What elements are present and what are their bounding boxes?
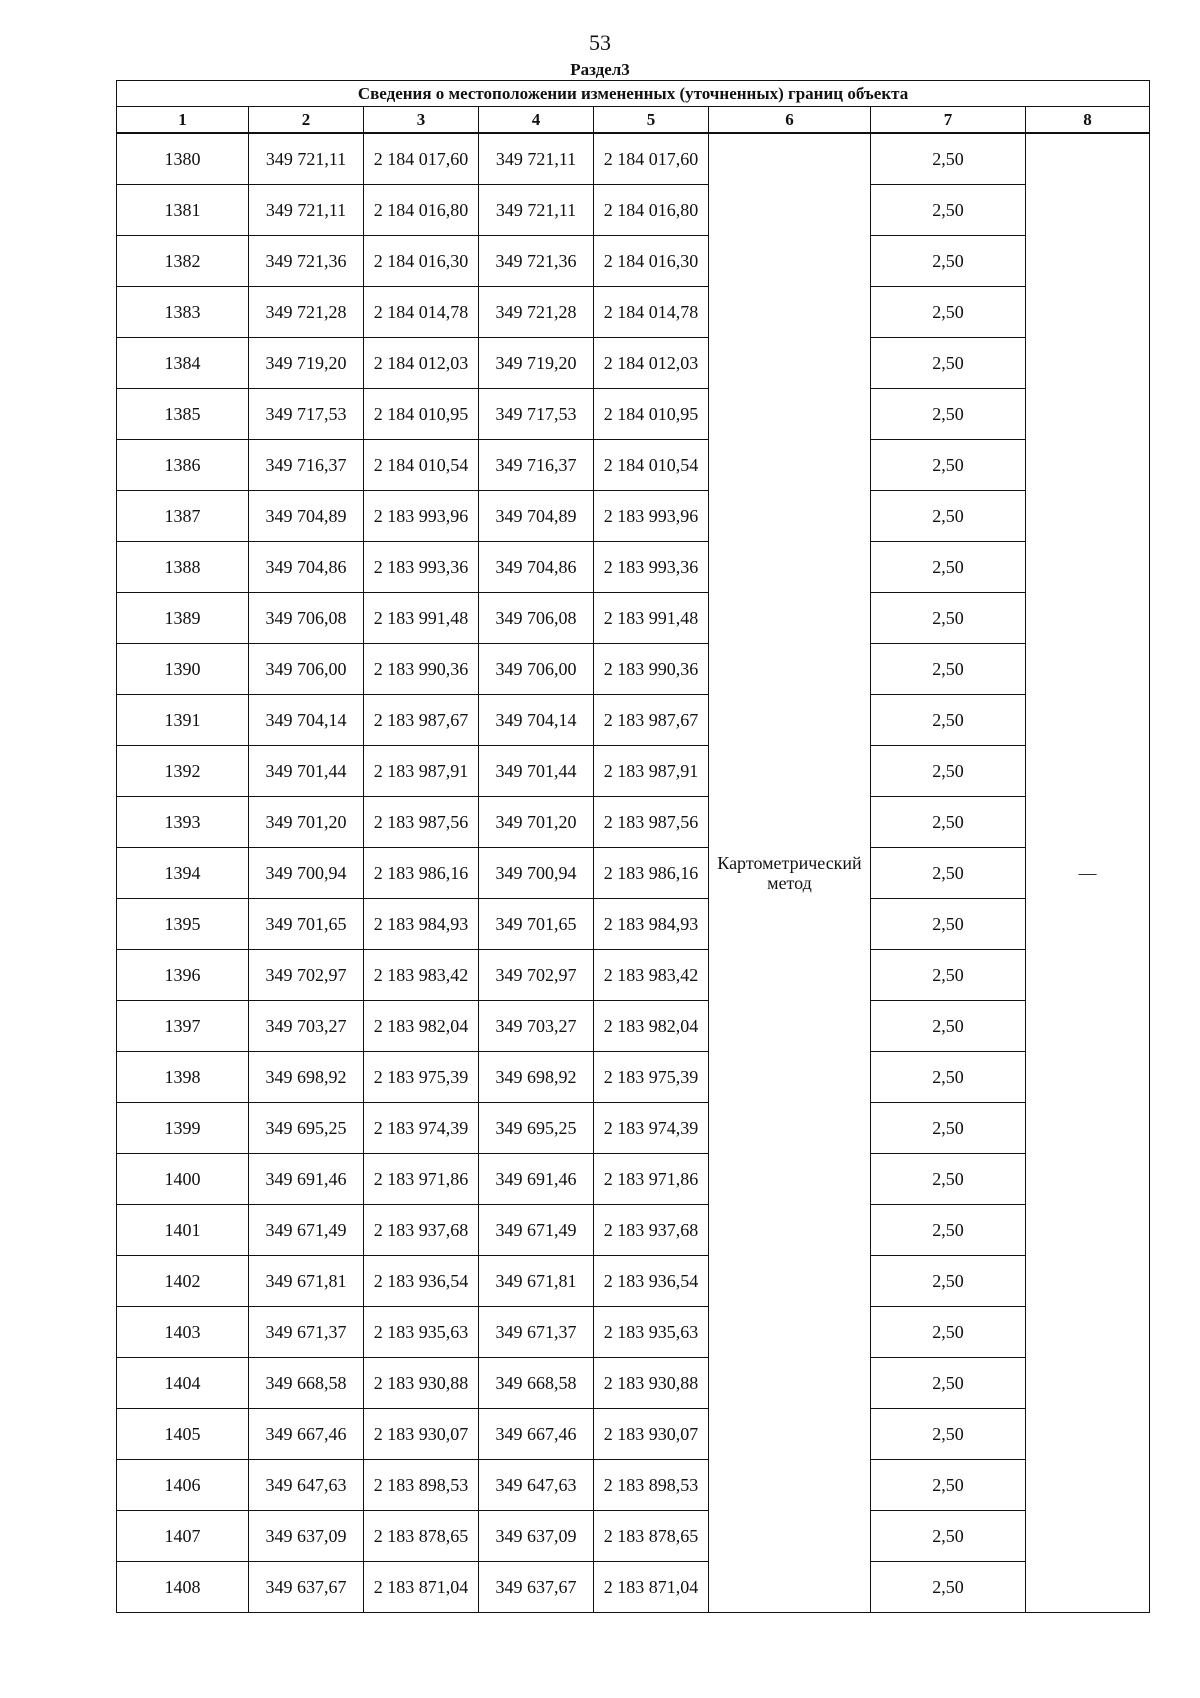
accuracy-cell: 2,50 (871, 1358, 1026, 1409)
x-coordinate-cell: 349 701,44 (479, 746, 594, 797)
y-coordinate-cell: 2 184 010,95 (594, 389, 709, 440)
table-row (117, 1103, 1150, 1154)
x-coordinate-cell: 349 701,44 (249, 746, 364, 797)
accuracy-cell: 2,50 (871, 338, 1026, 389)
x-coordinate-cell: 349 702,97 (249, 950, 364, 1001)
y-coordinate-cell: 2 184 014,78 (594, 287, 709, 338)
x-coordinate-cell: 349 721,36 (479, 236, 594, 287)
y-coordinate-cell: 2 184 017,60 (594, 133, 709, 185)
point-number-cell: 1393 (117, 797, 249, 848)
x-coordinate-cell: 349 701,20 (479, 797, 594, 848)
point-number-cell: 1382 (117, 236, 249, 287)
accuracy-cell: 2,50 (871, 491, 1026, 542)
x-coordinate-cell: 349 706,00 (479, 644, 594, 695)
x-coordinate-cell: 349 706,08 (479, 593, 594, 644)
point-number-cell: 1402 (117, 1256, 249, 1307)
table-body (117, 133, 1150, 1613)
y-coordinate-cell: 2 183 971,86 (594, 1154, 709, 1205)
table-row (117, 1256, 1150, 1307)
accuracy-cell: 2,50 (871, 797, 1026, 848)
point-number-cell: 1383 (117, 287, 249, 338)
accuracy-cell: 2,50 (871, 746, 1026, 797)
x-coordinate-cell: 349 637,67 (249, 1562, 364, 1613)
y-coordinate-cell: 2 183 930,07 (594, 1409, 709, 1460)
point-number-cell: 1380 (117, 133, 249, 185)
accuracy-cell: 2,50 (871, 440, 1026, 491)
point-number-cell: 1397 (117, 1001, 249, 1052)
accuracy-cell: 2,50 (871, 950, 1026, 1001)
x-coordinate-cell: 349 668,58 (249, 1358, 364, 1409)
x-coordinate-cell: 349 704,86 (249, 542, 364, 593)
y-coordinate-cell: 2 183 982,04 (594, 1001, 709, 1052)
y-coordinate-cell: 2 184 016,30 (594, 236, 709, 287)
accuracy-cell: 2,50 (871, 1256, 1026, 1307)
table-row (117, 185, 1150, 236)
y-coordinate-cell: 2 183 937,68 (594, 1205, 709, 1256)
x-coordinate-cell: 349 637,67 (479, 1562, 594, 1613)
accuracy-cell: 2,50 (871, 236, 1026, 287)
accuracy-cell: 2,50 (871, 1154, 1026, 1205)
column-number-8: 8 (1026, 107, 1150, 134)
y-coordinate-cell: 2 184 016,80 (594, 185, 709, 236)
x-coordinate-cell: 349 691,46 (479, 1154, 594, 1205)
x-coordinate-cell: 349 701,65 (249, 899, 364, 950)
y-coordinate-cell: 2 183 987,56 (364, 797, 479, 848)
table-row (117, 542, 1150, 593)
point-number-cell: 1386 (117, 440, 249, 491)
accuracy-cell: 2,50 (871, 1409, 1026, 1460)
x-coordinate-cell: 349 701,65 (479, 899, 594, 950)
accuracy-cell: 2,50 (871, 389, 1026, 440)
point-number-cell: 1400 (117, 1154, 249, 1205)
y-coordinate-cell: 2 184 016,80 (364, 185, 479, 236)
column-number-3: 3 (364, 107, 479, 134)
y-coordinate-cell: 2 183 991,48 (364, 593, 479, 644)
y-coordinate-cell: 2 184 012,03 (594, 338, 709, 389)
y-coordinate-cell: 2 184 010,54 (364, 440, 479, 491)
x-coordinate-cell: 349 695,25 (249, 1103, 364, 1154)
table-caption-row (117, 81, 1150, 107)
column-number-7: 7 (871, 107, 1026, 134)
table-row (117, 1511, 1150, 1562)
column-number-5: 5 (594, 107, 709, 134)
y-coordinate-cell: 2 183 935,63 (594, 1307, 709, 1358)
y-coordinate-cell: 2 183 898,53 (364, 1460, 479, 1511)
y-coordinate-cell: 2 183 983,42 (364, 950, 479, 1001)
x-coordinate-cell: 349 703,27 (479, 1001, 594, 1052)
y-coordinate-cell: 2 183 982,04 (364, 1001, 479, 1052)
column-number-1: 1 (117, 107, 249, 134)
x-coordinate-cell: 349 704,86 (479, 542, 594, 593)
y-coordinate-cell: 2 183 987,67 (364, 695, 479, 746)
x-coordinate-cell: 349 671,49 (249, 1205, 364, 1256)
x-coordinate-cell: 349 667,46 (479, 1409, 594, 1460)
y-coordinate-cell: 2 183 937,68 (364, 1205, 479, 1256)
x-coordinate-cell: 349 637,09 (479, 1511, 594, 1562)
y-coordinate-cell: 2 183 993,36 (594, 542, 709, 593)
y-coordinate-cell: 2 183 971,86 (364, 1154, 479, 1205)
y-coordinate-cell: 2 183 984,93 (594, 899, 709, 950)
table-row (117, 389, 1150, 440)
point-number-cell: 1407 (117, 1511, 249, 1562)
y-coordinate-cell: 2 183 986,16 (364, 848, 479, 899)
x-coordinate-cell: 349 647,63 (249, 1460, 364, 1511)
accuracy-cell: 2,50 (871, 593, 1026, 644)
y-coordinate-cell: 2 183 975,39 (594, 1052, 709, 1103)
x-coordinate-cell: 349 700,94 (249, 848, 364, 899)
x-coordinate-cell: 349 706,00 (249, 644, 364, 695)
y-coordinate-cell: 2 183 987,91 (594, 746, 709, 797)
table-row (117, 440, 1150, 491)
x-coordinate-cell: 349 671,37 (249, 1307, 364, 1358)
table-row (117, 1052, 1150, 1103)
x-coordinate-cell: 349 671,37 (479, 1307, 594, 1358)
point-number-cell: 1394 (117, 848, 249, 899)
point-number-cell: 1396 (117, 950, 249, 1001)
accuracy-cell: 2,50 (871, 1511, 1026, 1562)
point-number-cell: 1401 (117, 1205, 249, 1256)
table-row (117, 695, 1150, 746)
accuracy-cell: 2,50 (871, 133, 1026, 185)
x-coordinate-cell: 349 704,89 (249, 491, 364, 542)
y-coordinate-cell: 2 183 974,39 (364, 1103, 479, 1154)
point-number-cell: 1384 (117, 338, 249, 389)
section-title: Раздел3 (570, 60, 630, 79)
point-number-cell: 1385 (117, 389, 249, 440)
y-coordinate-cell: 2 183 990,36 (364, 644, 479, 695)
x-coordinate-cell: 349 717,53 (249, 389, 364, 440)
x-coordinate-cell: 349 716,37 (479, 440, 594, 491)
y-coordinate-cell: 2 183 993,36 (364, 542, 479, 593)
accuracy-cell: 2,50 (871, 644, 1026, 695)
point-number-cell: 1404 (117, 1358, 249, 1409)
x-coordinate-cell: 349 721,11 (479, 185, 594, 236)
point-number-cell: 1398 (117, 1052, 249, 1103)
column-number-4: 4 (479, 107, 594, 134)
table-row (117, 1307, 1150, 1358)
point-number-cell: 1387 (117, 491, 249, 542)
table-row (117, 797, 1150, 848)
y-coordinate-cell: 2 183 936,54 (364, 1256, 479, 1307)
y-coordinate-cell: 2 183 974,39 (594, 1103, 709, 1154)
y-coordinate-cell: 2 183 986,16 (594, 848, 709, 899)
table-row (117, 287, 1150, 338)
x-coordinate-cell: 349 698,92 (479, 1052, 594, 1103)
table-row (117, 236, 1150, 287)
x-coordinate-cell: 349 671,81 (479, 1256, 594, 1307)
accuracy-cell: 2,50 (871, 1001, 1026, 1052)
x-coordinate-cell: 349 717,53 (479, 389, 594, 440)
y-coordinate-cell: 2 184 017,60 (364, 133, 479, 185)
table-row (117, 1562, 1150, 1613)
table-row (117, 1205, 1150, 1256)
table-row (117, 593, 1150, 644)
y-coordinate-cell: 2 183 990,36 (594, 644, 709, 695)
y-coordinate-cell: 2 183 936,54 (594, 1256, 709, 1307)
y-coordinate-cell: 2 184 010,95 (364, 389, 479, 440)
x-coordinate-cell: 349 706,08 (249, 593, 364, 644)
accuracy-cell: 2,50 (871, 1052, 1026, 1103)
x-coordinate-cell: 349 703,27 (249, 1001, 364, 1052)
table-row (117, 644, 1150, 695)
accuracy-cell: 2,50 (871, 185, 1026, 236)
y-coordinate-cell: 2 184 014,78 (364, 287, 479, 338)
y-coordinate-cell: 2 183 930,88 (364, 1358, 479, 1409)
table-row (117, 491, 1150, 542)
method-cell: Картометрический метод (709, 133, 871, 1613)
y-coordinate-cell: 2 183 930,88 (594, 1358, 709, 1409)
x-coordinate-cell: 349 695,25 (479, 1103, 594, 1154)
x-coordinate-cell: 349 671,81 (249, 1256, 364, 1307)
y-coordinate-cell: 2 183 987,67 (594, 695, 709, 746)
x-coordinate-cell: 349 668,58 (479, 1358, 594, 1409)
y-coordinate-cell: 2 183 898,53 (594, 1460, 709, 1511)
point-number-cell: 1406 (117, 1460, 249, 1511)
x-coordinate-cell: 349 716,37 (249, 440, 364, 491)
accuracy-cell: 2,50 (871, 542, 1026, 593)
point-number-cell: 1388 (117, 542, 249, 593)
y-coordinate-cell: 2 183 878,65 (364, 1511, 479, 1562)
point-number-cell: 1392 (117, 746, 249, 797)
x-coordinate-cell: 349 721,11 (249, 133, 364, 185)
accuracy-cell: 2,50 (871, 1307, 1026, 1358)
x-coordinate-cell: 349 704,14 (249, 695, 364, 746)
accuracy-cell: 2,50 (871, 1205, 1026, 1256)
y-coordinate-cell: 2 183 975,39 (364, 1052, 479, 1103)
point-number-cell: 1408 (117, 1562, 249, 1613)
column-number-row (117, 107, 1150, 134)
y-coordinate-cell: 2 183 935,63 (364, 1307, 479, 1358)
y-coordinate-cell: 2 183 991,48 (594, 593, 709, 644)
table-row (117, 746, 1150, 797)
y-coordinate-cell: 2 183 983,42 (594, 950, 709, 1001)
point-number-cell: 1403 (117, 1307, 249, 1358)
accuracy-cell: 2,50 (871, 1103, 1026, 1154)
accuracy-cell: 2,50 (871, 287, 1026, 338)
point-number-cell: 1405 (117, 1409, 249, 1460)
x-coordinate-cell: 349 698,92 (249, 1052, 364, 1103)
column-number-6: 6 (709, 107, 871, 134)
table-row (117, 1409, 1150, 1460)
point-number-cell: 1389 (117, 593, 249, 644)
accuracy-cell: 2,50 (871, 1460, 1026, 1511)
table-row (117, 338, 1150, 389)
y-coordinate-cell: 2 183 993,96 (364, 491, 479, 542)
point-number-cell: 1395 (117, 899, 249, 950)
x-coordinate-cell: 349 721,11 (479, 133, 594, 185)
accuracy-cell: 2,50 (871, 848, 1026, 899)
accuracy-cell: 2,50 (871, 1562, 1026, 1613)
x-coordinate-cell: 349 721,11 (249, 185, 364, 236)
table-row (117, 1154, 1150, 1205)
x-coordinate-cell: 349 671,49 (479, 1205, 594, 1256)
y-coordinate-cell: 2 184 010,54 (594, 440, 709, 491)
y-coordinate-cell: 2 184 012,03 (364, 338, 479, 389)
point-number-cell: 1399 (117, 1103, 249, 1154)
x-coordinate-cell: 349 637,09 (249, 1511, 364, 1562)
table-row (117, 1358, 1150, 1409)
y-coordinate-cell: 2 183 871,04 (594, 1562, 709, 1613)
x-coordinate-cell: 349 704,14 (479, 695, 594, 746)
page-number: 53 (589, 30, 611, 55)
accuracy-cell: 2,50 (871, 899, 1026, 950)
y-coordinate-cell: 2 183 987,56 (594, 797, 709, 848)
table-row (117, 899, 1150, 950)
y-coordinate-cell: 2 183 984,93 (364, 899, 479, 950)
y-coordinate-cell: 2 183 993,96 (594, 491, 709, 542)
x-coordinate-cell: 349 721,36 (249, 236, 364, 287)
x-coordinate-cell: 349 647,63 (479, 1460, 594, 1511)
x-coordinate-cell: 349 702,97 (479, 950, 594, 1001)
table-row (117, 848, 1150, 899)
y-coordinate-cell: 2 183 930,07 (364, 1409, 479, 1460)
table-caption: Сведения о местоположении измененных (уточненных) границ объекта (117, 81, 1150, 107)
point-number-cell: 1391 (117, 695, 249, 746)
x-coordinate-cell: 349 721,28 (249, 287, 364, 338)
point-number-cell: 1390 (117, 644, 249, 695)
x-coordinate-cell: 349 691,46 (249, 1154, 364, 1205)
y-coordinate-cell: 2 183 987,91 (364, 746, 479, 797)
x-coordinate-cell: 349 719,20 (479, 338, 594, 389)
x-coordinate-cell: 349 721,28 (479, 287, 594, 338)
x-coordinate-cell: 349 704,89 (479, 491, 594, 542)
table-row (117, 133, 1150, 185)
x-coordinate-cell: 349 719,20 (249, 338, 364, 389)
column-number-2: 2 (249, 107, 364, 134)
y-coordinate-cell: 2 183 871,04 (364, 1562, 479, 1613)
y-coordinate-cell: 2 183 878,65 (594, 1511, 709, 1562)
x-coordinate-cell: 349 701,20 (249, 797, 364, 848)
x-coordinate-cell: 349 700,94 (479, 848, 594, 899)
accuracy-cell: 2,50 (871, 695, 1026, 746)
table-row (117, 1001, 1150, 1052)
point-number-cell: 1381 (117, 185, 249, 236)
note-cell: — (1026, 133, 1150, 1613)
table-row (117, 950, 1150, 1001)
x-coordinate-cell: 349 667,46 (249, 1409, 364, 1460)
y-coordinate-cell: 2 184 016,30 (364, 236, 479, 287)
coordinates-table (116, 80, 1150, 1613)
table-row (117, 1460, 1150, 1511)
